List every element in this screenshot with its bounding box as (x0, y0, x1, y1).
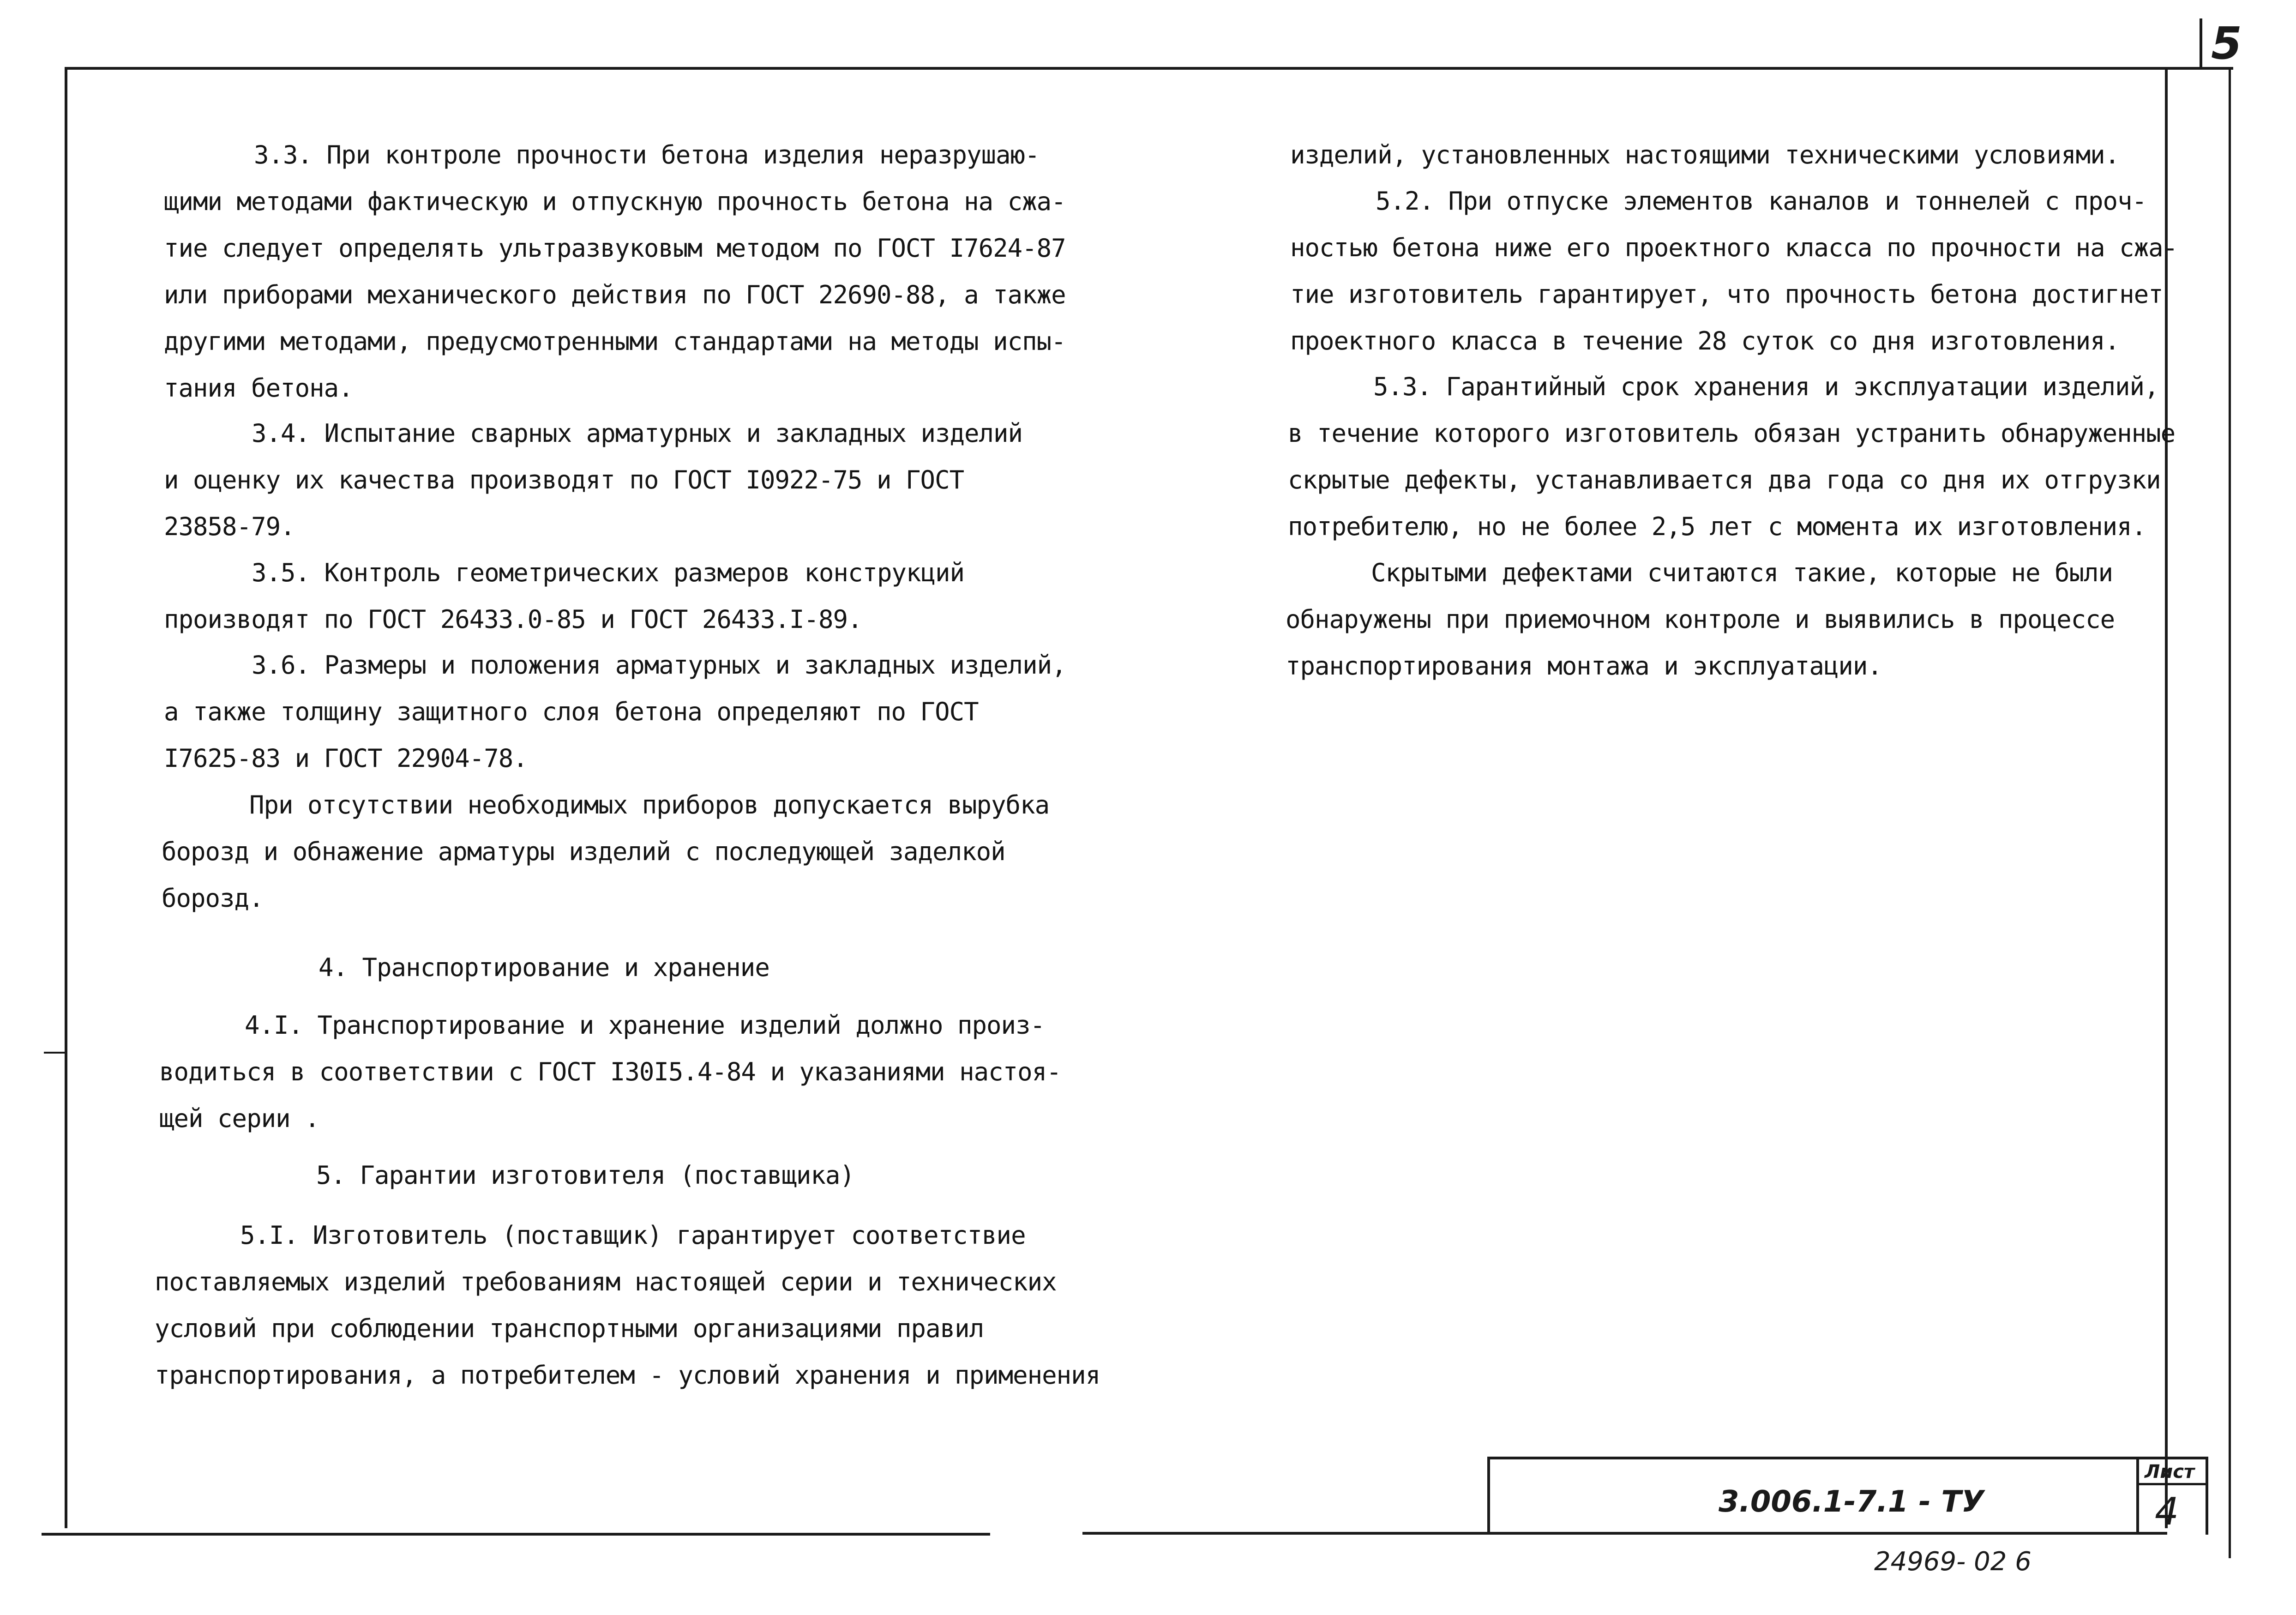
paragraph-4-1 (159, 1002, 1061, 1142)
sheet-number: 4 (2155, 1490, 2179, 1534)
paragraph-5-3 (1288, 363, 2175, 550)
paragraph-line: 5.3. Гарантийный срок хранения и эксплуатации изделий, (1373, 372, 2159, 401)
paragraph-line: в течение которого изготовитель обязан устранить обнаруженные (1288, 419, 2176, 448)
paragraph-line: водиться в соответствии с ГОСТ I30I5.4-84 и указаниями настоя- (159, 1057, 1061, 1086)
paragraph-line: При отсутствии необходимых приборов допускается вырубка (249, 790, 1050, 820)
paragraph-3-4 (164, 410, 1022, 550)
paragraph-line: транспортирования, а потребителем - условий хранения и применения (155, 1361, 1100, 1390)
paragraph-line: скрытые дефекты, устанавливается два года со дня их отгрузки (1288, 465, 2161, 494)
paragraph-line: 3.5. Контроль геометрических размеров конструкций (252, 558, 965, 587)
paragraph-line: Скрытыми дефектами считаются такие, которые не были (1371, 558, 2113, 587)
paragraph-line: проектного класса в течение 28 суток со дня изготовления. (1290, 326, 2120, 356)
paragraph-line: 3.4. Испытание сварных арматурных и закладных изделий (252, 419, 1023, 448)
sheet-label-cell (2139, 1459, 2208, 1485)
paragraph-line: и оценку их качества производят по ГОСТ I0922-75 и ГОСТ (164, 465, 964, 494)
paragraph-line: тие изготовитель гарантирует, что прочность бетона достигнет (1290, 280, 2163, 309)
paragraph-line: щей серии . (159, 1104, 319, 1133)
paragraph-line: другими методами, предусмотренными стандартами на методы испы- (164, 327, 1066, 356)
paragraph-3-6 (164, 642, 1066, 782)
document-designation: 3.006.1-7.1 - ТУ (1719, 1485, 1984, 1519)
paragraph-5-3-note (1286, 549, 2115, 689)
paragraph-line: или приборами механического действия по ГОСТ 22690-88, а также (164, 280, 1066, 309)
paragraph-3-6-note (162, 782, 1049, 922)
paragraph-line: борозд и обнажение арматуры изделий с последующей заделкой (162, 837, 1005, 866)
paragraph-line: ностью бетона ниже его проектного класса по прочности на сжа- (1290, 233, 2178, 262)
paragraph-line: I7625-83 и ГОСТ 22904-78. (164, 744, 528, 773)
paragraph-line: производят по ГОСТ 26433.0-85 и ГОСТ 26433.I-89. (164, 605, 862, 634)
section-heading-5: 5. Гарантии изготовителя (поставщика) (316, 1161, 854, 1190)
paragraph-line: 3.6. Размеры и положения арматурных и закладных изделий, (252, 651, 1066, 680)
paragraph-line: тие следует определять ультразвуковым методом по ГОСТ I7624-87 (164, 234, 1066, 263)
paragraph-line: 4.I. Транспортирование и хранение изделий должно произ- (245, 1011, 1045, 1040)
frame-outer-right-line (2229, 67, 2231, 1558)
paragraph-3-5 (164, 549, 964, 643)
paragraph-line: 23858-79. (164, 512, 295, 541)
paragraph-line: а также толщину защитного слоя бетона определяют по ГОСТ (164, 697, 979, 726)
sheet-label: Лист (2145, 1461, 2195, 1482)
paragraph-line: 3.3. При контроле прочности бетона изделия неразрушаю- (254, 140, 1040, 169)
paragraph-line: условий при соблюдении транспортными организациями правил (155, 1314, 984, 1343)
footer-code: 24969- 02 6 (1874, 1547, 2032, 1577)
right-column (1131, 0, 2193, 1615)
corner-page-number: 5 (2211, 18, 2242, 69)
paragraph-3-3 (164, 132, 1066, 411)
paragraph-line: 5.2. При отпуске элементов каналов и тоннелей с проч- (1376, 187, 2147, 216)
left-column (0, 0, 1131, 1615)
paragraph-line: поставляемых изделий требованиям настоящей серии и технических (155, 1267, 1057, 1296)
paragraph-line: обнаружены при приемочном контроле и выявились в процессе (1286, 605, 2115, 634)
paragraph-line: тания бетона. (164, 374, 353, 403)
title-block (1487, 1457, 2208, 1535)
paragraph-5-1-continued (1290, 132, 2119, 178)
paragraph-line: транспортирования монтажа и эксплуатации. (1286, 651, 1882, 681)
paragraph-line: изделий, установленных настоящими техническими условиями. (1290, 140, 2120, 169)
paragraph-line: потребителю, но не более 2,5 лет с момента их изготовления. (1288, 512, 2146, 541)
paragraph-line: щими методами фактическую и отпускную прочность бетона на сжа- (164, 187, 1066, 216)
paragraph-5-2 (1290, 178, 2177, 364)
section-heading-4: 4. Транспортирование и хранение (319, 953, 769, 982)
corner-box-divider (2200, 18, 2202, 69)
paragraph-line: борозд. (162, 884, 264, 913)
paragraph-line: 5.I. Изготовитель (поставщик) гарантирует соответствие (240, 1221, 1026, 1250)
paragraph-5-1 (155, 1212, 1100, 1398)
